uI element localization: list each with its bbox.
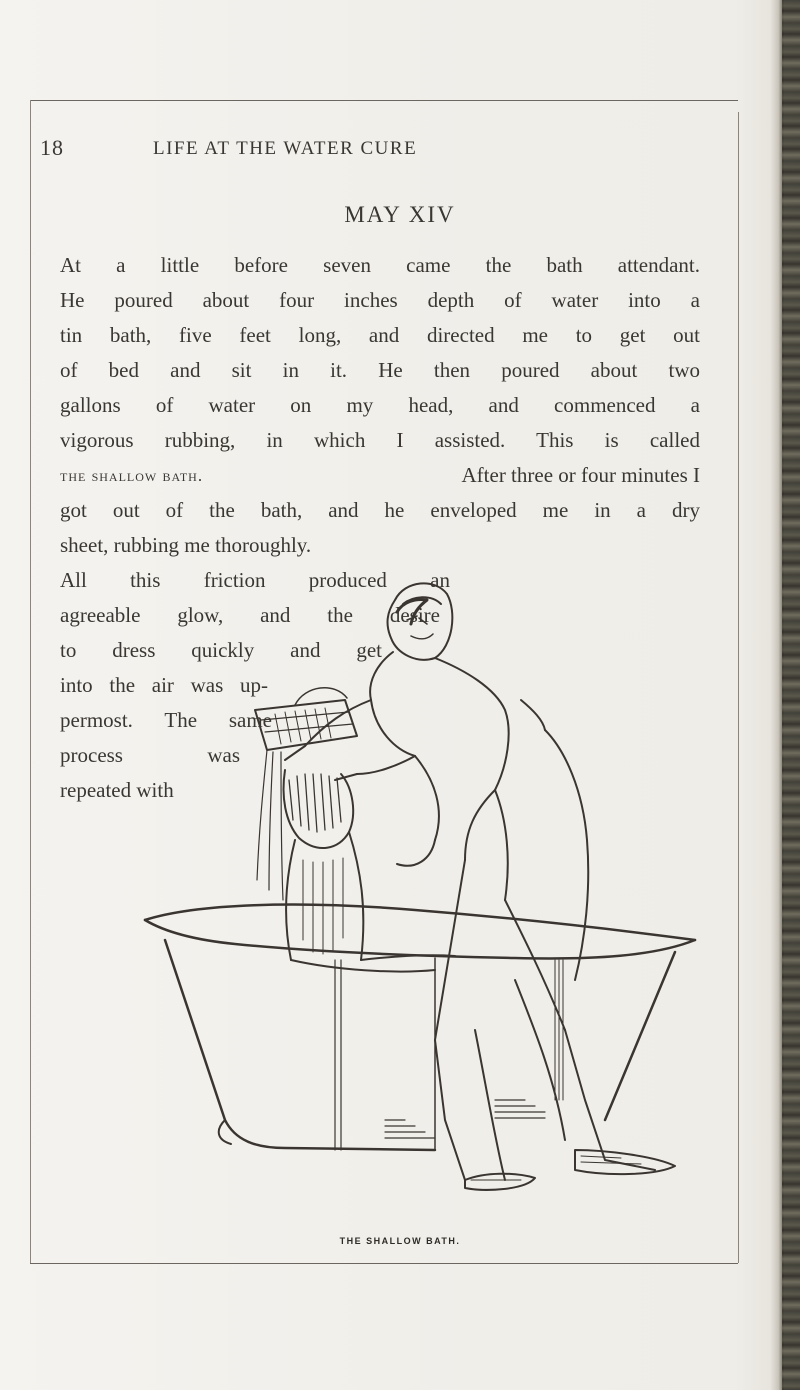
frame-line-left [30,100,31,1263]
text-line [60,458,700,493]
text-line: gallons of water on my head, and commenced a [60,393,700,417]
page-number: 18 [40,135,64,160]
text-line: of bed and sit in it. He then poured about two [60,358,700,382]
text-line: into the air was up- [60,673,268,697]
section-title: MAY XIV [344,202,456,227]
text-line: At a little before seven came the bath attendant. [60,253,700,277]
text-line: vigorous rubbing, in which I assisted. This is called [60,428,700,452]
text-line: agreeable glow, and the desire [60,603,440,627]
frame-line-top [30,100,738,101]
frame-line-bottom [30,1263,738,1264]
text-line: to dress quickly and get [60,638,382,662]
text-line: sheet, rubbing me thoroughly. [60,533,312,557]
text-line: tin bath, five feet long, and directed me to get out [60,323,700,347]
text-line: repeated with [60,778,174,802]
shallow-bath-illustration [135,560,715,1240]
text-line: He poured about four inches depth of water into a [60,288,700,312]
text-fragment: After three or four minutes I [461,463,700,487]
running-head: LIFE AT THE WATER CURE [153,138,418,159]
figure-caption: THE SHALLOW BATH. [339,1236,461,1246]
page-header [40,135,730,165]
text-line: got out of the bath, and he enveloped me in a dry [60,498,700,522]
term-shallow-bath: the shallow bath. [60,466,204,485]
text-line: permost. The same [60,708,272,732]
text-line: All this friction produced an [60,568,450,592]
frame-line-right [738,112,739,1263]
text-line: process was [60,743,240,767]
